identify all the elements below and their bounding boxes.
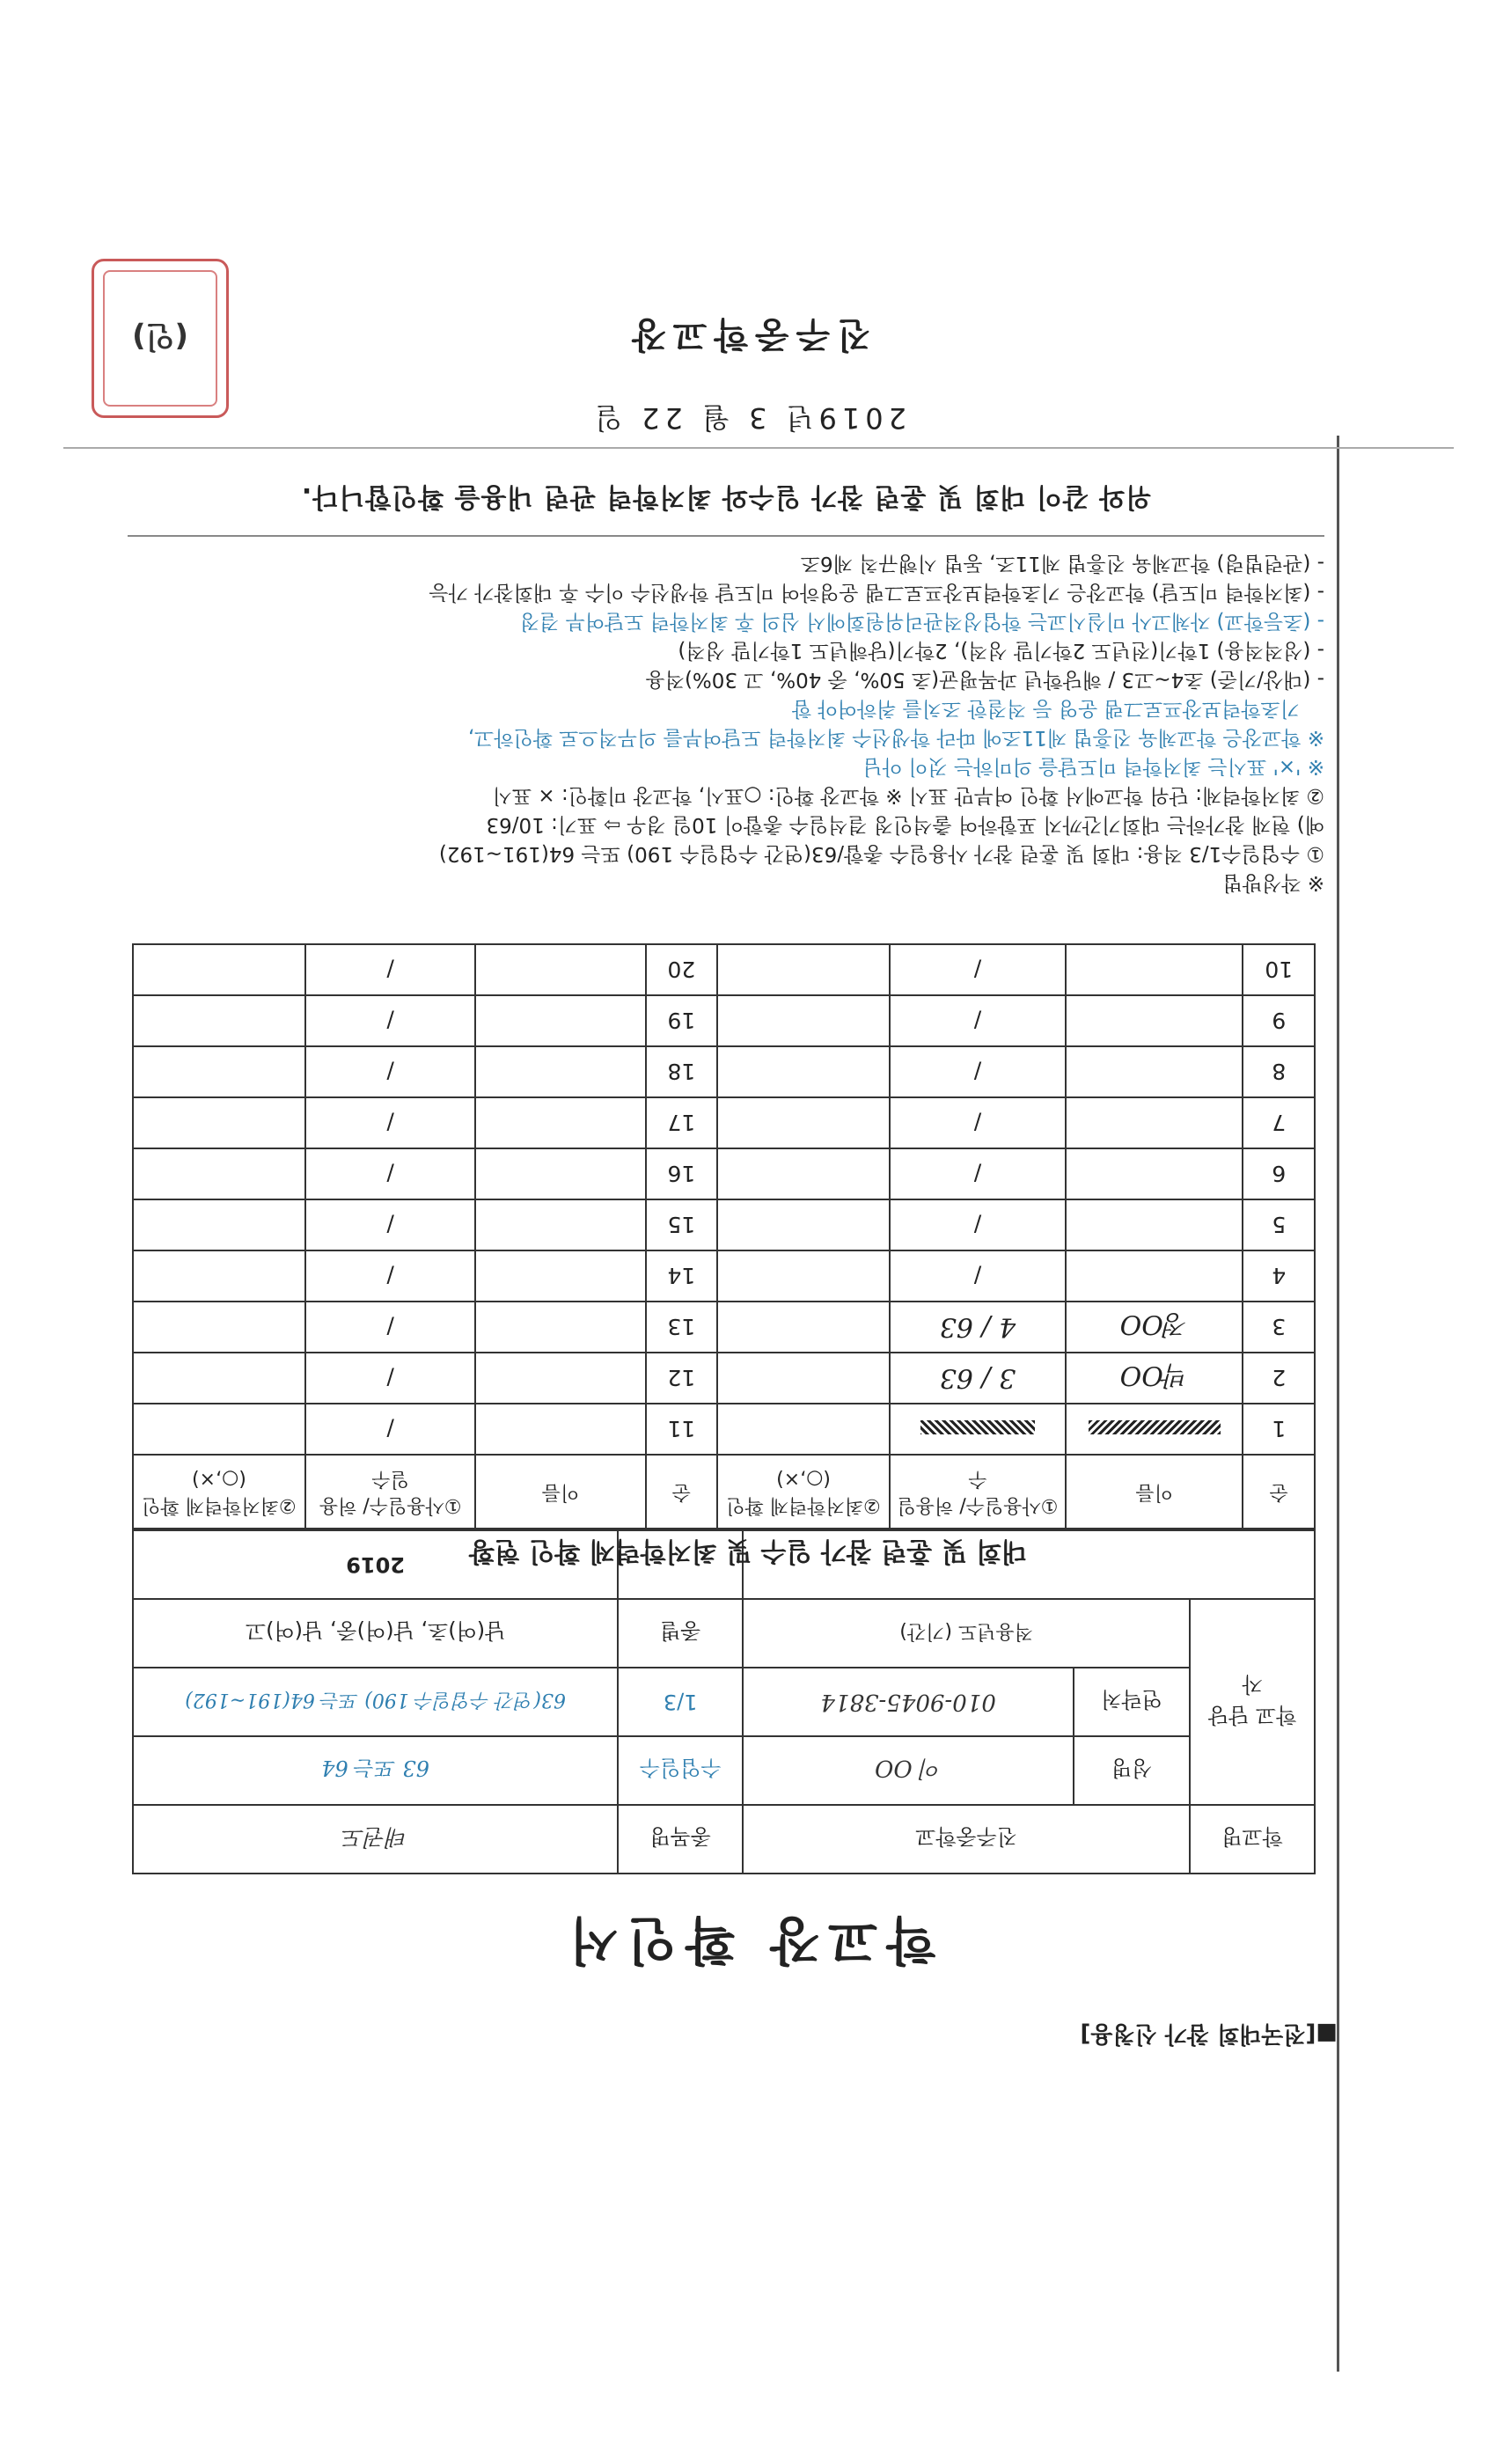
days-cell: / — [305, 995, 476, 1046]
days-cell: / — [890, 1148, 1066, 1199]
redaction-scribble — [1089, 1421, 1221, 1435]
name-cell — [1066, 1199, 1243, 1250]
contact-value: 010-9045-3814 — [743, 1668, 1074, 1736]
name-cell — [475, 1046, 645, 1097]
name-cell — [475, 1148, 645, 1199]
gender-label: 종별 — [618, 1599, 743, 1668]
attendance-table — [132, 943, 1316, 1529]
check-cell — [133, 1097, 305, 1148]
name-cell: 정OO — [1066, 1302, 1243, 1353]
note-line: - (대상/기준) 초4~고3 / 해당학년 과목평균(초 50%, 중 40%, 고 30%)적용 — [645, 668, 1324, 691]
note-line: ※ '×' 표시는 최저학력 미도달을 의미하는 것이 아님 — [862, 755, 1324, 778]
check-cell — [717, 1353, 890, 1404]
check-cell — [717, 1148, 890, 1199]
check-cell — [133, 1148, 305, 1199]
note-line: - (초등학교) 자체고사 미실시교는 학업성적관리위원회에서 심의 후 최저학력 도달여부 결정 — [519, 610, 1324, 633]
check-cell — [717, 1046, 890, 1097]
name-cell — [1066, 1250, 1243, 1302]
name-label: 성명 — [1074, 1736, 1190, 1805]
redacted-days — [890, 1404, 1066, 1455]
days-cell: / — [890, 1097, 1066, 1148]
check-cell — [133, 1302, 305, 1353]
row-number: 13 — [646, 1302, 718, 1353]
row-number: 1 — [1243, 1404, 1315, 1455]
name-cell — [475, 1097, 645, 1148]
check-cell — [133, 944, 305, 995]
row-number: 7 — [1243, 1097, 1315, 1148]
name-cell — [475, 1404, 645, 1455]
row-number: 19 — [646, 995, 718, 1046]
note-line: ② 최저학력제: 단위 학교에서 확인 여부만 표시 ※ 학교장 확인: ○표시, 학교장 미확인: × 표시 — [492, 784, 1324, 807]
note-line: 기초학력보장프로그램 운영 등 적절한 조치를 취하여야 함 — [791, 697, 1300, 720]
scan-edge-line — [63, 447, 1454, 449]
check-cell — [717, 1302, 890, 1353]
name-value: 이 OO — [743, 1736, 1074, 1805]
days-cell: / — [890, 1046, 1066, 1097]
note-line: - (관련법령) 학교체육 진흥법 제11조, 동법 시행규칙 제6조 — [800, 552, 1324, 575]
days-cell: / — [305, 1250, 476, 1302]
row-number: 6 — [1243, 1148, 1315, 1199]
check-cell — [133, 1250, 305, 1302]
days-cell: / — [305, 1097, 476, 1148]
check-cell — [133, 1046, 305, 1097]
header-days-1: ①사용일수/ 허용일수 — [890, 1455, 1066, 1529]
table-row — [133, 995, 1315, 1046]
row-number: 5 — [1243, 1199, 1315, 1250]
days-cell: / — [305, 1404, 476, 1455]
name-cell — [475, 1353, 645, 1404]
days-cell: / — [890, 944, 1066, 995]
days-cell: / — [305, 1148, 476, 1199]
header-name-2: 이름 — [475, 1455, 645, 1529]
gender-value: 남(여)초, 남(여)중, 남(여)고 — [133, 1599, 618, 1668]
check-cell — [717, 995, 890, 1046]
days-cell: / — [890, 1199, 1066, 1250]
name-cell — [475, 944, 645, 995]
header-no-1: 순 — [1243, 1455, 1315, 1529]
row-number: 2 — [1243, 1353, 1315, 1404]
table-row — [133, 944, 1315, 995]
school-name-value: 진주중학교 — [743, 1805, 1190, 1874]
instructions-notes — [128, 547, 1324, 896]
note-line: - (성적적용) 1학기(전년도 2학기말 성적), 2학기(당해년도 1학기말 성적) — [678, 639, 1324, 662]
row-number: 8 — [1243, 1046, 1315, 1097]
days-cell: / — [305, 1046, 476, 1097]
header-days-2: ①사용일수/ 허용일수 — [305, 1455, 476, 1529]
row-number: 10 — [1243, 944, 1315, 995]
table-row — [133, 1353, 1315, 1404]
attendance-days-label: 수업일수 — [618, 1736, 743, 1805]
row-number: 20 — [646, 944, 718, 995]
confirmation-statement: 위와 같이 대회 및 훈련 참가 일수와 최저학력 관련 내용을 확인합니다. — [300, 481, 1152, 512]
note-line: ① 수업일수1/3 적용: 대회 및 훈련 참가 사용일수 총합/63(연간 수업일수 190) 또는 64(191~192) — [438, 842, 1324, 865]
table-row — [133, 1199, 1315, 1250]
days-cell: / — [305, 944, 476, 995]
redacted-name — [1066, 1404, 1243, 1455]
table-row — [133, 1250, 1315, 1302]
header-check-1: ②최저학력제 확인(○,×) — [717, 1455, 890, 1529]
note-line: 예) 현재 참가하는 대회기간까지 포함하여 출석인정 결석일수 총합이 10일 경우 ⇨ 표기: 10/63 — [486, 813, 1324, 836]
name-cell: 박OO — [1066, 1353, 1243, 1404]
row-number: 3 — [1243, 1302, 1315, 1353]
note-line: ※ 작성방법 — [1222, 871, 1324, 894]
days-cell: 3 / 63 — [890, 1353, 1066, 1404]
school-name-label: 학교명 — [1190, 1805, 1315, 1874]
check-cell — [133, 1404, 305, 1455]
row-number: 18 — [646, 1046, 718, 1097]
days-cell: / — [305, 1353, 476, 1404]
section-title: 대회 및 훈련 참가 일수 및 최저학력제 확인 현황 — [468, 1536, 1028, 1566]
check-cell — [133, 1353, 305, 1404]
days-cell: / — [305, 1199, 476, 1250]
period-label: 적용년도 (기간) — [743, 1599, 1190, 1668]
official-seal-stamp — [92, 259, 229, 418]
name-cell — [1066, 944, 1243, 995]
name-cell — [1066, 1148, 1243, 1199]
check-cell — [717, 1097, 890, 1148]
name-cell — [475, 1250, 645, 1302]
event-value: 태권도 — [133, 1805, 618, 1874]
divider — [128, 535, 1324, 537]
check-cell — [133, 1199, 305, 1250]
page-title: 학교장 확인서 — [560, 1910, 936, 1970]
days-cell: / — [890, 1250, 1066, 1302]
note-line: ※ 학교장은 학교체육 진흥법 제11조에 따라 학생선수 최저학력 도달여부를 의무적으로 확인하고, — [467, 726, 1324, 749]
redaction-scribble — [920, 1421, 1035, 1435]
issue-date: 2019년 3 월 22 일 — [590, 401, 906, 435]
form-label: ■[전국대회 참가 신청용] — [1080, 2020, 1338, 2047]
name-cell — [475, 1199, 645, 1250]
table-row — [133, 1302, 1315, 1353]
check-cell — [717, 944, 890, 995]
header-name-1: 이름 — [1066, 1455, 1243, 1529]
attendance-days-note2: 63(연간 수업일수 190) 또는 64(191~192) — [133, 1668, 618, 1736]
row-number: 16 — [646, 1148, 718, 1199]
row-number: 12 — [646, 1353, 718, 1404]
manager-label: 학교 담당자 — [1190, 1599, 1315, 1805]
name-cell — [1066, 1097, 1243, 1148]
table-row — [133, 1148, 1315, 1199]
row-number: 14 — [646, 1250, 718, 1302]
name-cell — [475, 995, 645, 1046]
attendance-days-cell — [133, 1736, 618, 1805]
row-number: 15 — [646, 1199, 718, 1250]
row-number: 11 — [646, 1404, 718, 1455]
attendance-ratio: 1/3 — [618, 1668, 743, 1736]
days-cell: / — [890, 995, 1066, 1046]
name-cell — [1066, 1046, 1243, 1097]
check-cell — [133, 995, 305, 1046]
check-cell — [717, 1404, 890, 1455]
attendance-days-note: 63 또는 64 — [321, 1756, 429, 1781]
table-row — [133, 1404, 1315, 1455]
days-cell: 4 / 63 — [890, 1302, 1066, 1353]
attendance-header-row — [133, 1455, 1315, 1529]
event-label: 종목명 — [618, 1805, 743, 1874]
seal-text: (인) — [132, 319, 188, 354]
school-info-table — [132, 1529, 1316, 1874]
note-line: - (최저학력 미도달) 학교장은 기초학력보장프로그램 운영하여 미도달 학생선수 이수 후 대회참가 가능 — [429, 581, 1324, 604]
header-check-2: ②최저학력제 확인(○,×) — [133, 1455, 305, 1529]
table-row — [133, 1097, 1315, 1148]
row-number: 4 — [1243, 1250, 1315, 1302]
principal-signature-line: 진주중학교장 — [625, 314, 871, 355]
check-cell — [717, 1199, 890, 1250]
row-number: 17 — [646, 1097, 718, 1148]
name-cell — [1066, 995, 1243, 1046]
row-number: 9 — [1243, 995, 1315, 1046]
period-value: 2019 — [133, 1530, 618, 1599]
name-cell — [475, 1302, 645, 1353]
contact-label: 연락처 — [1074, 1668, 1190, 1736]
scan-edge-line — [1337, 436, 1339, 2372]
table-row — [133, 1046, 1315, 1097]
header-no-2: 순 — [646, 1455, 718, 1529]
check-cell — [717, 1250, 890, 1302]
days-cell: / — [305, 1302, 476, 1353]
